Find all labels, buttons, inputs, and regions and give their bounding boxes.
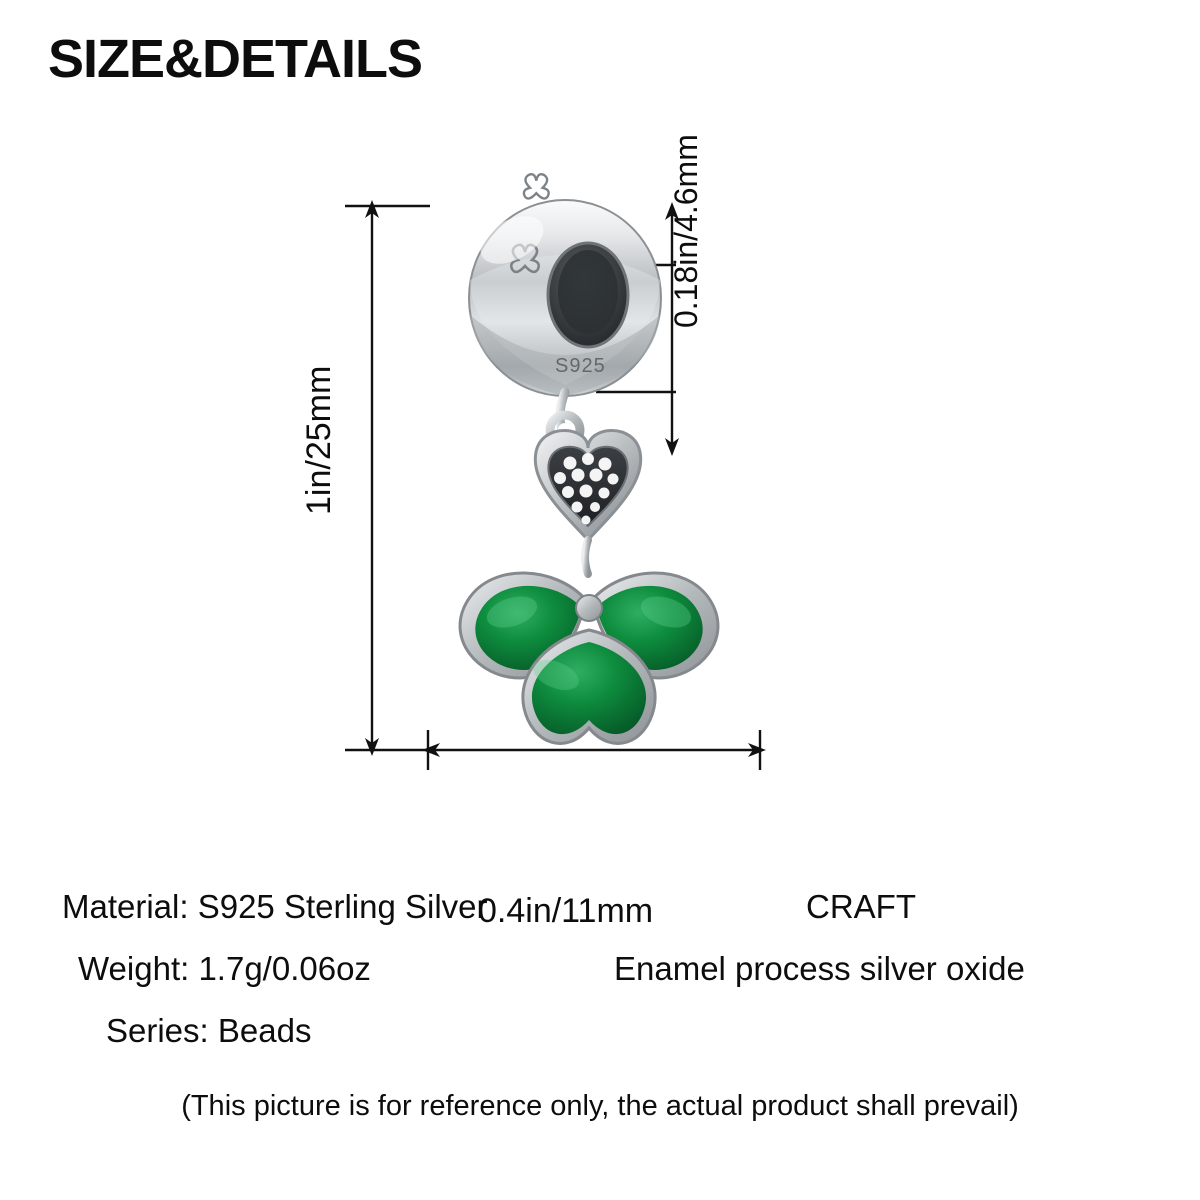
disclaimer-text: (This picture is for reference only, the actual product shall prevail) xyxy=(181,1090,1019,1122)
charm-top-bead xyxy=(469,174,661,396)
stamp-s925: S925 xyxy=(555,355,606,377)
spec-series: Series: Beads xyxy=(106,1012,312,1049)
dimension-width xyxy=(422,730,766,770)
charm-clover xyxy=(460,573,718,743)
charm-pave-heart xyxy=(535,431,640,575)
dimension-hole-label: 0.18in/4.6mm xyxy=(668,134,704,328)
craft-value: Enamel process silver oxide xyxy=(614,950,1025,987)
dimension-width-label: 0.4in/11mm xyxy=(478,892,654,930)
dimension-height xyxy=(345,200,430,756)
dimension-height-label: 1in/25mm xyxy=(300,365,338,515)
craft-title: CRAFT xyxy=(806,888,916,925)
spec-material: Material: S925 Sterling Silver xyxy=(62,888,488,925)
page-title: SIZE&DETAILS xyxy=(48,29,423,89)
spec-weight: Weight: 1.7g/0.06oz xyxy=(78,950,371,987)
